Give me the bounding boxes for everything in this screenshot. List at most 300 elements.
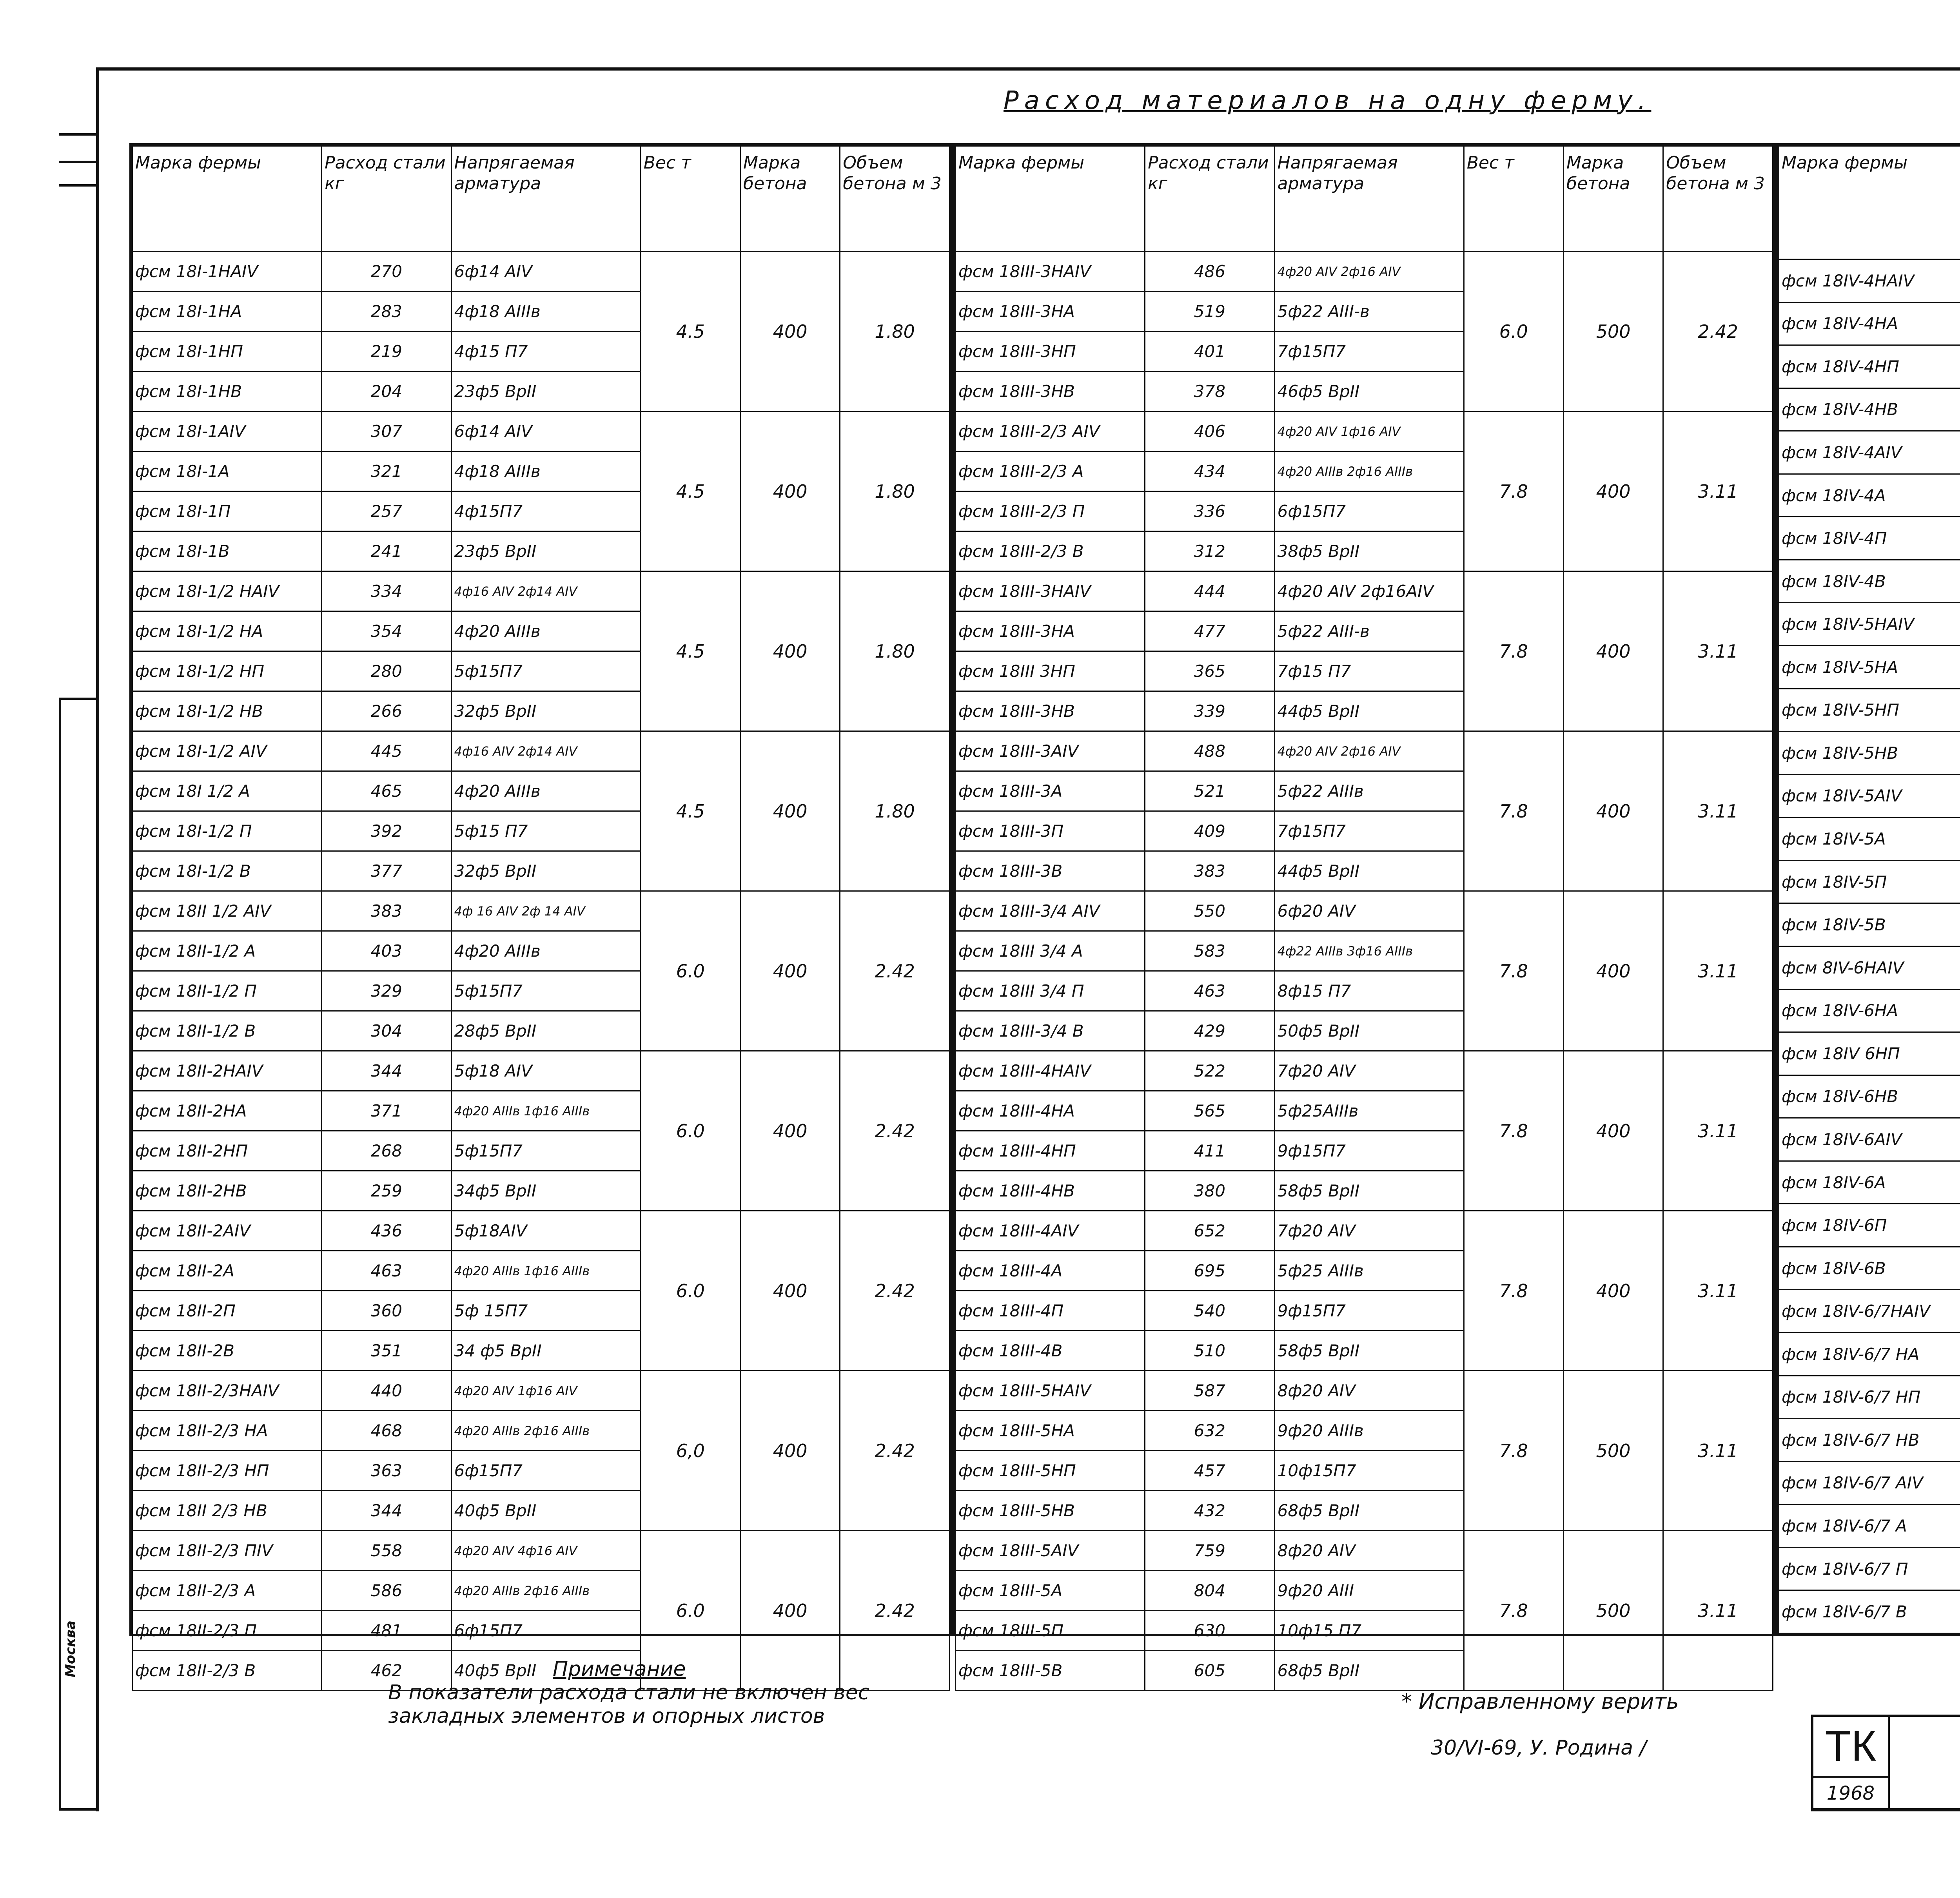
table-row — [132, 1051, 950, 1091]
cell-mark: фсм 18III-5А — [956, 1571, 1145, 1611]
cell-volume: 2.42 — [840, 891, 950, 1051]
cell-rebar: 8ф20 АIV — [1274, 1371, 1464, 1411]
cell-rebar: 4ф20 АIIIв — [451, 931, 641, 971]
table-block-3 — [1776, 143, 1960, 1636]
table-row — [1779, 302, 1960, 345]
cell-steel: 565 — [1145, 1091, 1275, 1131]
cell-mark: фсм 18III-3В — [956, 851, 1145, 891]
cell-concrete: 400 — [740, 571, 840, 731]
cell-mark: фсм 18III-3НАIV — [956, 571, 1145, 611]
cell-volume: 3.11 — [1663, 1211, 1773, 1371]
cell-concrete: 400 — [1564, 571, 1663, 731]
cell-mark: фсм 18III-4НП — [956, 1131, 1145, 1171]
table-row — [956, 1531, 1773, 1571]
column-header-weight: Вес т — [1464, 146, 1563, 252]
cell-rebar: 4ф20 АIV 1ф16 АIV — [451, 1371, 641, 1411]
table-row — [1779, 431, 1960, 474]
cell-mark: фсм 18IV-5НВ — [1779, 732, 1960, 775]
cell-mark: фсм 18IV-6П — [1779, 1204, 1960, 1247]
table-row — [1779, 345, 1960, 388]
cell-mark: фсм 18IV-6А — [1779, 1161, 1960, 1204]
cell-rebar: 4ф20 АIV 4ф16 АIV — [451, 1531, 641, 1571]
cell-rebar: 4ф16 АIV 2ф14 АIV — [451, 731, 641, 771]
cell-mark: фсм 18III 3/4 А — [956, 931, 1145, 971]
cell-mark: фсм 18II-2/3 ПIV — [132, 1531, 322, 1571]
cell-mark: фсм 18IV-6АIV — [1779, 1118, 1960, 1161]
cell-steel: 583 — [1145, 931, 1275, 971]
cell-mark: фсм 18II-2НП — [132, 1131, 322, 1171]
cell-mark: фсм 18III-3А — [956, 771, 1145, 811]
table-row — [956, 731, 1773, 771]
correction-note: * Исправленному верить — [1401, 1689, 1679, 1714]
cell-steel: 266 — [322, 691, 452, 731]
table-row — [132, 1371, 950, 1411]
table-row — [1779, 1333, 1960, 1376]
cell-mark: фсм 18III-3НА — [956, 611, 1145, 651]
note-text-line-2: закладных элементов и опорных листов — [388, 1704, 825, 1728]
margin-mark — [59, 698, 98, 700]
cell-steel: 339 — [1145, 691, 1275, 731]
table-row — [956, 891, 1773, 931]
cell-weight: 7.8 — [1464, 1531, 1563, 1691]
cell-rebar: 6ф15П7 — [451, 1451, 641, 1491]
title-block — [1811, 1715, 1960, 1811]
cell-rebar: 5ф22 АIII-в — [1274, 611, 1464, 651]
cell-concrete: 400 — [740, 1211, 840, 1371]
table-row — [1779, 1419, 1960, 1462]
cell-weight: 4.5 — [641, 571, 740, 731]
cell-steel: 409 — [1145, 811, 1275, 851]
cell-rebar: 44ф5 ВрII — [1274, 691, 1464, 731]
cell-rebar: 5ф 15П7 — [451, 1291, 641, 1331]
cell-mark: фсм 18IV-6/7 АIV — [1779, 1461, 1960, 1505]
cell-rebar: 4ф20 АIV 1ф16 АIV — [1274, 412, 1464, 451]
cell-steel: 436 — [322, 1211, 452, 1251]
cell-concrete: 500 — [1564, 1531, 1663, 1691]
cell-mark: фсм 18III-5П — [956, 1611, 1145, 1651]
table-row — [956, 1371, 1773, 1411]
cell-mark: фсм 18IV-4В — [1779, 560, 1960, 603]
cell-mark: фсм 18III-4НВ — [956, 1171, 1145, 1211]
cell-rebar: 4ф15П7 — [451, 491, 641, 531]
cell-mark: фсм 18I-1НА — [132, 292, 322, 332]
cell-rebar: 7ф15 П7 — [1274, 651, 1464, 691]
cell-mark: фсм 18I-1НП — [132, 332, 322, 372]
table-row — [1779, 689, 1960, 732]
cell-weight: 7.8 — [1464, 571, 1563, 731]
table-row — [1779, 1075, 1960, 1118]
cell-steel: 241 — [322, 531, 452, 571]
cell-mark: фсм 18IV-5В — [1779, 903, 1960, 946]
table-row — [1779, 989, 1960, 1032]
cell-mark: фсм 18IV-5А — [1779, 818, 1960, 861]
cell-mark: фсм 18I-1А — [132, 451, 322, 491]
cell-steel: 587 — [1145, 1371, 1275, 1411]
cell-steel: 510 — [1145, 1331, 1275, 1371]
cell-mark: фсм 18I-1П — [132, 491, 322, 531]
cell-mark: фсм 18IV-5НП — [1779, 689, 1960, 732]
cell-steel: 336 — [1145, 491, 1275, 531]
cell-rebar: 58ф5 ВрII — [1274, 1171, 1464, 1211]
cell-steel: 204 — [322, 372, 452, 412]
cell-rebar: 4ф20 АIV 2ф16АIV — [1274, 571, 1464, 611]
cell-concrete: 400 — [1564, 731, 1663, 891]
cell-mark: фсм 18II-2В — [132, 1331, 322, 1371]
stamp-year: 1968 — [1813, 1776, 1890, 1811]
cell-volume: 1.80 — [840, 412, 950, 571]
cell-weight: 6.0 — [641, 1531, 740, 1691]
cell-steel: 360 — [322, 1291, 452, 1331]
note-text-line-1: В показатели расхода стали не включен вес — [388, 1680, 869, 1704]
cell-rebar: 5ф25 АIIIв — [1274, 1251, 1464, 1291]
cell-mark: фсм 18II 1/2 АIV — [132, 891, 322, 931]
cell-mark: фсм 18I-1НАIV — [132, 252, 322, 292]
page-title: Расход материалов на одну ферму. — [1004, 86, 1651, 115]
cell-steel: 465 — [322, 771, 452, 811]
cell-mark: фсм 18III-3/4 АIV — [956, 891, 1145, 931]
cell-mark: фсм 18IV-4П — [1779, 517, 1960, 560]
column-header-rebar: Напрягаемая арматура — [451, 146, 641, 252]
cell-mark: фсм 18III-2/3 А — [956, 451, 1145, 491]
cell-rebar: 68ф5 ВрII — [1274, 1651, 1464, 1691]
cell-steel: 280 — [322, 651, 452, 691]
cell-weight: 7.8 — [1464, 1051, 1563, 1211]
cell-rebar: 68ф5 ВрII — [1274, 1491, 1464, 1531]
cell-mark: фсм 18I-1В — [132, 531, 322, 571]
cell-mark: фсм 18IV-6/7 А — [1779, 1505, 1960, 1548]
cell-rebar: 4ф20 АIV 2ф16 АIV — [1274, 252, 1464, 292]
cell-mark: фсм 18II-2/3 В — [132, 1651, 322, 1691]
cell-mark: фсм 18II-2НА — [132, 1091, 322, 1131]
table-row — [956, 1051, 1773, 1091]
cell-rebar: 6ф14 АIV — [451, 252, 641, 292]
cell-mark: фсм 18IV-6/7 П — [1779, 1547, 1960, 1590]
cell-rebar: 40ф5 ВрII — [451, 1651, 641, 1691]
cell-mark: фсм 18II-2АIV — [132, 1211, 322, 1251]
cell-concrete: 500 — [1564, 252, 1663, 412]
cell-steel: 344 — [322, 1051, 452, 1091]
cell-rebar: 4ф20 АIIIв 2ф16 АIIIв — [1274, 451, 1464, 491]
cell-rebar: 9ф15П7 — [1274, 1291, 1464, 1331]
cell-steel: 401 — [1145, 332, 1275, 372]
cell-rebar: 7ф20 АIV — [1274, 1211, 1464, 1251]
cell-mark: фсм 18I-1/2 В — [132, 851, 322, 891]
cell-steel: 392 — [322, 811, 452, 851]
margin-line — [59, 698, 61, 1811]
margin-mark — [59, 161, 98, 163]
cell-mark: фсм 18II 2/3 НВ — [132, 1491, 322, 1531]
table-row — [1779, 1376, 1960, 1419]
cell-weight: 7.8 — [1464, 731, 1563, 891]
signature: 30/VI-69, У. Родина / — [1431, 1736, 1647, 1760]
cell-steel: 403 — [322, 931, 452, 971]
cell-mark: фсм 18III-5В — [956, 1651, 1145, 1691]
cell-mark: фсм 18II-2НАIV — [132, 1051, 322, 1091]
cell-mark: фсм 18III 3/4 П — [956, 971, 1145, 1011]
cell-steel: 434 — [1145, 451, 1275, 491]
cell-mark: фсм 18III-2/3 АIV — [956, 412, 1145, 451]
table-row — [1779, 818, 1960, 861]
cell-steel: 380 — [1145, 1171, 1275, 1211]
cell-steel: 632 — [1145, 1411, 1275, 1451]
cell-weight: 4.5 — [641, 412, 740, 571]
cell-mark: фсм 18III-3НА — [956, 292, 1145, 332]
cell-mark: фсм 18IV-4АIV — [1779, 431, 1960, 474]
cell-mark: фсм 18III-5НВ — [956, 1491, 1145, 1531]
cell-steel: 586 — [322, 1571, 452, 1611]
table-row — [956, 412, 1773, 451]
margin-mark — [59, 184, 98, 187]
cell-steel: 363 — [322, 1451, 452, 1491]
column-header-volume: Объем бетона м 3 — [1663, 146, 1773, 252]
cell-steel: 522 — [1145, 1051, 1275, 1091]
cell-rebar: 7ф15П7 — [1274, 811, 1464, 851]
cell-rebar: 38ф5 ВрII — [1274, 531, 1464, 571]
cell-rebar: 10ф15 П7 — [1274, 1611, 1464, 1651]
cell-steel: 521 — [1145, 771, 1275, 811]
cell-mark: фсм 18I-1/2 НА — [132, 611, 322, 651]
cell-steel: 321 — [322, 451, 452, 491]
cell-steel: 268 — [322, 1131, 452, 1171]
cell-rebar: 6ф20 АIV — [1274, 891, 1464, 931]
cell-weight: 7.8 — [1464, 1371, 1563, 1531]
cell-mark: фсм 18II-2П — [132, 1291, 322, 1331]
cell-mark: фсм 8IV-6НАIV — [1779, 946, 1960, 989]
table-row — [132, 252, 950, 292]
cell-concrete: 400 — [740, 1371, 840, 1531]
cell-mark: фсм 18I-1АIV — [132, 412, 322, 451]
cell-rebar: 7ф15П7 — [1274, 332, 1464, 372]
table-block-2 — [953, 143, 1776, 1680]
cell-mark: фсм 18III-4АIV — [956, 1211, 1145, 1251]
margin-mark — [59, 133, 98, 136]
cell-rebar: 5ф15П7 — [451, 651, 641, 691]
cell-volume: 3.11 — [1663, 1371, 1773, 1531]
cell-steel: 329 — [322, 971, 452, 1011]
cell-steel: 804 — [1145, 1571, 1275, 1611]
cell-rebar: 4ф15 П7 — [451, 332, 641, 372]
cell-steel: 344 — [322, 1491, 452, 1531]
note-heading: Примечание — [553, 1657, 686, 1681]
cell-steel: 486 — [1145, 252, 1275, 292]
cell-mark: фсм 18III-4П — [956, 1291, 1145, 1331]
cell-rebar: 5ф15 П7 — [451, 811, 641, 851]
table-row — [1779, 1461, 1960, 1505]
cell-mark: фсм 18III-3П — [956, 811, 1145, 851]
table-row — [956, 252, 1773, 292]
cell-steel: 550 — [1145, 891, 1275, 931]
cell-volume: 3.11 — [1663, 1051, 1773, 1211]
cell-steel: 540 — [1145, 1291, 1275, 1331]
cell-weight: 6.0 — [641, 891, 740, 1051]
cell-steel: 519 — [1145, 292, 1275, 332]
cell-concrete: 400 — [1564, 1211, 1663, 1371]
cell-volume: 3.11 — [1663, 412, 1773, 571]
cell-rebar: 5ф25АIIIв — [1274, 1091, 1464, 1131]
table-row — [1779, 903, 1960, 946]
table-row — [1779, 946, 1960, 989]
cell-steel: 304 — [322, 1011, 452, 1051]
materials-table — [955, 145, 1773, 1691]
note — [388, 1658, 869, 1728]
cell-steel: 605 — [1145, 1651, 1275, 1691]
cell-rebar: 4ф20 АIIIв 1ф16 АIIIв — [451, 1251, 641, 1291]
cell-mark: фсм 18III 3НП — [956, 651, 1145, 691]
cell-rebar: 4ф20 АIIIв 2ф16 АIIIв — [451, 1571, 641, 1611]
cell-concrete: 400 — [740, 731, 840, 891]
column-header-weight: Вес т — [641, 146, 740, 252]
cell-rebar: 4ф20 АIIIв — [451, 611, 641, 651]
cell-volume: 1.80 — [840, 571, 950, 731]
cell-rebar: 34 ф5 ВрII — [451, 1331, 641, 1371]
cell-rebar: 32ф5 ВрII — [451, 851, 641, 891]
cell-steel: 488 — [1145, 731, 1275, 771]
cell-weight: 6.0 — [641, 1051, 740, 1211]
cell-volume: 2.42 — [840, 1051, 950, 1211]
cell-mark: фсм 18IV-5АIV — [1779, 774, 1960, 818]
cell-steel: 283 — [322, 292, 452, 332]
cell-steel: 759 — [1145, 1531, 1275, 1571]
cell-steel: 219 — [322, 332, 452, 372]
cell-rebar: 6ф15П7 — [451, 1611, 641, 1651]
cell-rebar: 40ф5 ВрII — [451, 1491, 641, 1531]
table-row — [956, 1211, 1773, 1251]
cell-steel: 445 — [322, 731, 452, 771]
cell-volume: 1.80 — [840, 731, 950, 891]
cell-mark: фсм 18I-1/2 НП — [132, 651, 322, 691]
table-row — [1779, 1590, 1960, 1633]
cell-mark: фсм 18IV-4А — [1779, 474, 1960, 517]
cell-rebar: 4ф16 АIV 2ф14 АIV — [451, 571, 641, 611]
cell-mark: фсм 18II-2А — [132, 1251, 322, 1291]
cell-steel: 463 — [322, 1251, 452, 1291]
cell-steel: 259 — [322, 1171, 452, 1211]
cell-mark: фсм 18II-1/2 П — [132, 971, 322, 1011]
cell-steel: 371 — [322, 1091, 452, 1131]
cell-mark: фсм 18IV-5П — [1779, 860, 1960, 903]
cell-steel: 312 — [1145, 531, 1275, 571]
table-row — [1779, 603, 1960, 646]
cell-concrete: 400 — [740, 891, 840, 1051]
cell-steel: 354 — [322, 611, 452, 651]
cell-rebar: 10ф15П7 — [1274, 1451, 1464, 1491]
cell-rebar: 34ф5 ВрII — [451, 1171, 641, 1211]
cell-mark: фсм 18I 1/2 А — [132, 771, 322, 811]
cell-mark: фсм 18IV-6/7 В — [1779, 1590, 1960, 1633]
cell-steel: 695 — [1145, 1251, 1275, 1291]
cell-steel: 365 — [1145, 651, 1275, 691]
cell-steel: 257 — [322, 491, 452, 531]
cell-mark: фсм 18III-2/3 В — [956, 531, 1145, 571]
cell-rebar: 44ф5 ВрII — [1274, 851, 1464, 891]
materials-table — [132, 145, 950, 1691]
cell-rebar: 4ф20 АIV 2ф16 АIV — [1274, 731, 1464, 771]
cell-mark: фсм 18III-3НАIV — [956, 252, 1145, 292]
cell-mark: фсм 18III-5НП — [956, 1451, 1145, 1491]
cell-concrete: 400 — [1564, 1051, 1663, 1211]
cell-mark: фсм 18III-4В — [956, 1331, 1145, 1371]
cell-weight: 7.8 — [1464, 412, 1563, 571]
table-row — [956, 571, 1773, 611]
cell-steel: 351 — [322, 1331, 452, 1371]
column-header-rebar: Напрягаемая арматура — [1274, 146, 1464, 252]
cell-mark: фсм 18IV-6НА — [1779, 989, 1960, 1032]
cell-steel: 462 — [322, 1651, 452, 1691]
cell-concrete: 400 — [740, 1051, 840, 1211]
cell-mark: фсм 18III-3НВ — [956, 372, 1145, 412]
cell-rebar: 5ф15П7 — [451, 971, 641, 1011]
cell-steel: 383 — [1145, 851, 1275, 891]
cell-concrete: 400 — [740, 252, 840, 412]
cell-mark: фсм 18III-3НВ — [956, 691, 1145, 731]
cell-weight: 6,0 — [641, 1371, 740, 1531]
cell-steel: 481 — [322, 1611, 452, 1651]
cell-volume: 2.42 — [840, 1371, 950, 1531]
cell-mark: фсм 18I-1/2 НВ — [132, 691, 322, 731]
table-row — [1779, 259, 1960, 302]
column-header-mark: Марка фермы — [132, 146, 322, 252]
table-row — [132, 571, 950, 611]
table-row — [1779, 1161, 1960, 1204]
cell-weight: 7.8 — [1464, 891, 1563, 1051]
table-row — [1779, 732, 1960, 775]
cell-rebar: 5ф18АIV — [451, 1211, 641, 1251]
cell-steel: 558 — [322, 1531, 452, 1571]
cell-rebar: 28ф5 ВрII — [451, 1011, 641, 1051]
cell-rebar: 58ф5 ВрII — [1274, 1331, 1464, 1371]
margin-mark — [59, 1808, 98, 1811]
cell-steel: 411 — [1145, 1131, 1275, 1171]
cell-rebar: 5ф18 АIV — [451, 1051, 641, 1091]
cell-steel: 383 — [322, 891, 452, 931]
cell-rebar: 23ф5 ВрII — [451, 372, 641, 412]
table-row — [132, 1211, 950, 1251]
cell-mark: фсм 18III-5НАIV — [956, 1371, 1145, 1411]
cell-steel: 457 — [1145, 1451, 1275, 1491]
cell-rebar: 5ф22 АIII-в — [1274, 292, 1464, 332]
table-row — [132, 1531, 950, 1571]
side-stamp-text: Москва — [63, 1621, 78, 1677]
column-header-mark: Марка фермы — [956, 146, 1145, 252]
cell-mark: фсм 18II-2НВ — [132, 1171, 322, 1211]
cell-mark: фсм 18IV-5НА — [1779, 646, 1960, 689]
cell-rebar: 4ф18 АIIIв — [451, 292, 641, 332]
cell-concrete: 500 — [1564, 1371, 1663, 1531]
cell-rebar: 6ф15П7 — [1274, 491, 1464, 531]
cell-steel: 652 — [1145, 1211, 1275, 1251]
cell-concrete: 400 — [1564, 412, 1663, 571]
cell-volume: 2.42 — [840, 1211, 950, 1371]
cell-mark: фсм 18IV 6НП — [1779, 1032, 1960, 1075]
column-header-concrete: Марка бетона — [1564, 146, 1663, 252]
cell-mark: фсм 18IV-6/7 НВ — [1779, 1419, 1960, 1462]
materials-table — [1778, 145, 1960, 1634]
cell-rebar: 4ф20 АIIIв 1ф16 АIIIв — [451, 1091, 641, 1131]
cell-rebar: 50ф5 ВрII — [1274, 1011, 1464, 1051]
cell-mark: фсм 18II-1/2 А — [132, 931, 322, 971]
cell-mark: фсм 18III-3/4 В — [956, 1011, 1145, 1051]
cell-rebar: 32ф5 ВрII — [451, 691, 641, 731]
table-row — [1779, 474, 1960, 517]
cell-steel: 429 — [1145, 1011, 1275, 1051]
table-row — [1779, 1247, 1960, 1290]
cell-concrete: 400 — [740, 1531, 840, 1691]
cell-weight: 4.5 — [641, 731, 740, 891]
cell-mark: фсм 18III-2/3 П — [956, 491, 1145, 531]
cell-volume: 3.11 — [1663, 891, 1773, 1051]
cell-mark: фсм 18III-3НП — [956, 332, 1145, 372]
table-row — [1779, 388, 1960, 431]
